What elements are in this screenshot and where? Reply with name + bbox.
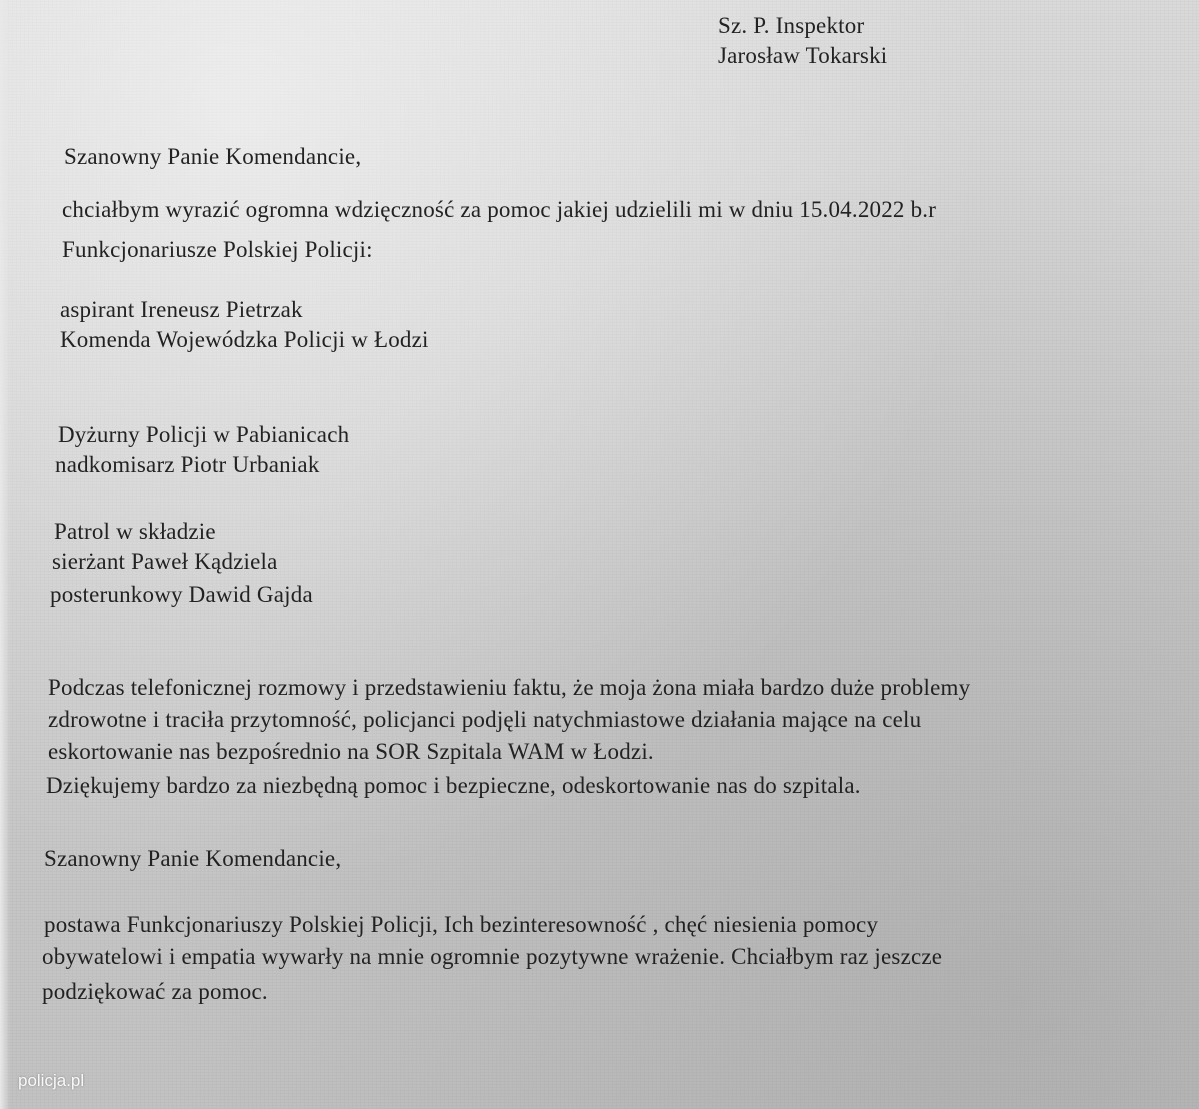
salutation-1: Szanowny Panie Komendancie, xyxy=(64,144,362,169)
page-edge xyxy=(0,0,10,1109)
closing-line-2: obywatelowi i empatia wywarły na mnie ogromnie pozytywne wrażenie. Chciałbym raz jeszcze xyxy=(42,944,943,969)
patrol-member-1: sierżant Paweł Kądziela xyxy=(52,549,278,574)
addressee-line-1: Sz. P. Inspektor xyxy=(718,13,865,38)
salutation-2: Szanowny Panie Komendancie, xyxy=(44,846,342,871)
intro-line-2: Funkcjonariusze Polskiej Policji: xyxy=(62,237,373,262)
officer-2-unit: Dyżurny Policji w Pabianicach xyxy=(58,422,350,447)
body-line-1: Podczas telefonicznej rozmowy i przedstawieniu faktu, że moja żona miała bardzo duże problemy xyxy=(48,675,971,700)
patrol-member-2: posterunkowy Dawid Gajda xyxy=(50,582,313,607)
source-watermark: policja.pl xyxy=(18,1071,85,1090)
body-line-3: eskortowanie nas bezpośrednio na SOR Szpitala WAM w Łodzi. xyxy=(48,739,654,764)
officer-1-unit: Komenda Wojewódzka Policji w Łodzi xyxy=(60,327,429,352)
closing-line-1: postawa Funkcjonariuszy Polskiej Policji, Ich bezinteresowność , chęć niesienia pomocy xyxy=(44,912,879,937)
intro-line-1: chciałbym wyrazić ogromna wdzięczność za pomoc jakiej udzielili mi w dniu 15.04.2022 b.r xyxy=(62,197,937,222)
officer-1-rank-name: aspirant Ireneusz Pietrzak xyxy=(60,297,303,322)
patrol-heading: Patrol w składzie xyxy=(54,519,216,544)
addressee-line-2: Jarosław Tokarski xyxy=(718,43,888,68)
body-line-4: Dziękujemy bardzo za niezbędną pomoc i bezpieczne, odeskortowanie nas do szpitala. xyxy=(46,773,861,798)
closing-line-3: podziękować za pomoc. xyxy=(42,979,268,1004)
body-line-2: zdrowotne i traciła przytomność, policjanci podjęli natychmiastowe działania mające na celu xyxy=(48,707,922,732)
officer-2-rank-name: nadkomisarz Piotr Urbaniak xyxy=(55,452,320,477)
